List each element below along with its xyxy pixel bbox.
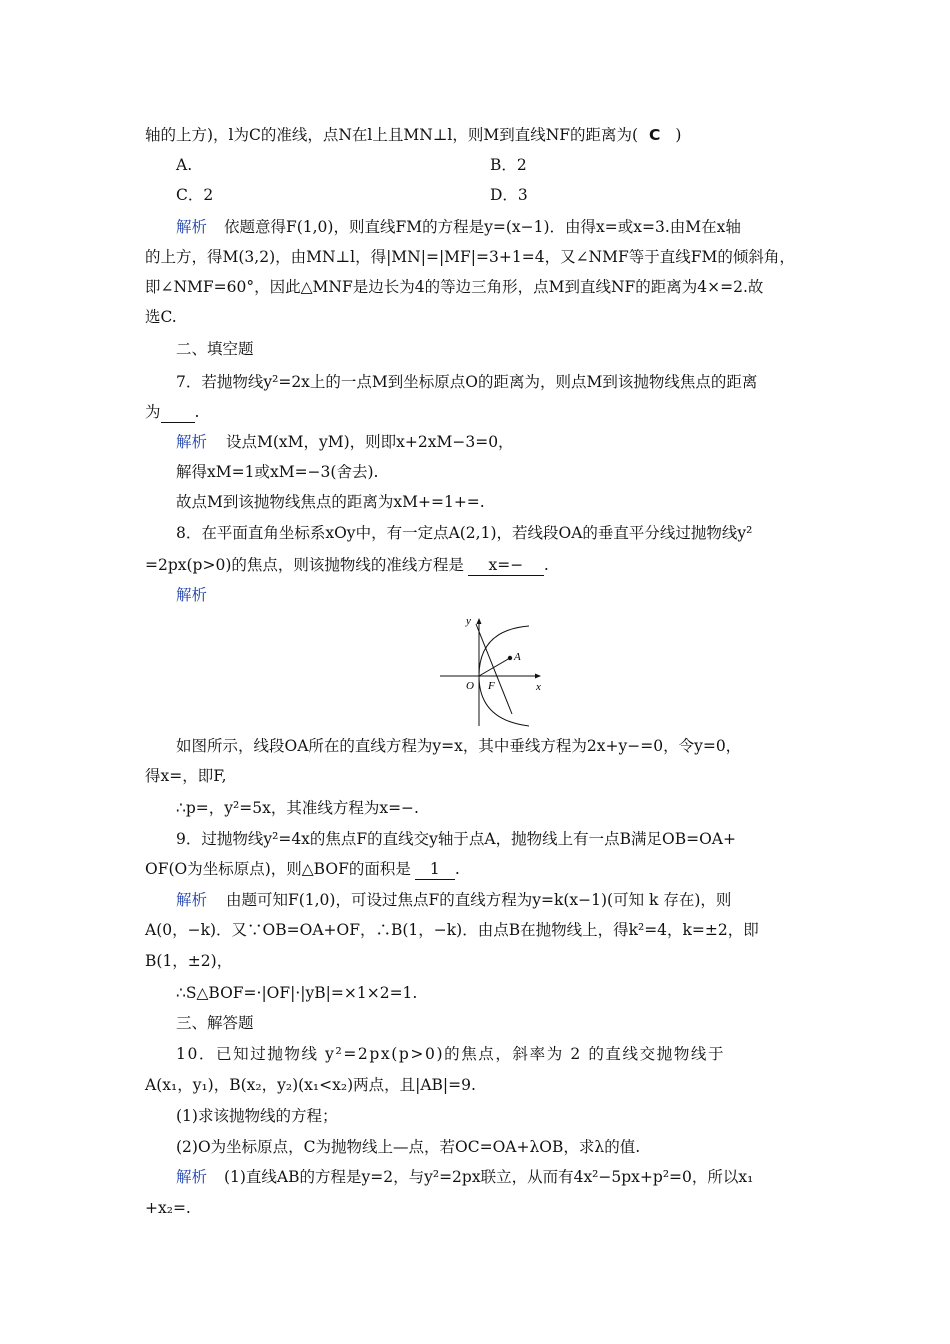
q10-analysis-2: +x₂=. <box>145 1199 191 1217</box>
q8-analysis-2: 得x=，即F, <box>145 767 227 785</box>
origin-label: O <box>466 680 474 692</box>
q9-analysis-2: A(0，−k)．又∵OB=OA+OF，∴B(1，−k)．由点B在抛物线上，得k²=4，k=±2，即 <box>145 921 759 939</box>
q10-part-1: (1)求该抛物线的方程； <box>176 1107 338 1125</box>
point-a <box>508 656 512 660</box>
x-axis-arrow <box>535 674 541 679</box>
q6-analysis-1: 依题意得F(1,0)，则直线FM的方程是y=(x−1)．由得x=或x=3.由M在x轴 <box>223 218 741 236</box>
q8-stem-2: =2px(p>0)的焦点，则该抛物线的准线方程是 <box>145 556 464 574</box>
analysis-label: 解析 <box>176 1168 208 1186</box>
section-heading-fill-in: 二、填空题 <box>176 340 254 358</box>
q7-analysis-2: 解得xM=1或xM=−3(舍去). <box>176 463 379 481</box>
q7-analysis-1: 设点M(xM，yM)，则即x+2xM−3=0， <box>225 433 514 451</box>
q8-analysis-1: 如图所示，线段OA所在的直线方程为y=x，其中垂线方程为2x+y−=0，令y=0， <box>176 737 742 755</box>
q7-analysis-3: 故点M到该抛物线焦点的距离为xM+=1+=. <box>176 493 485 511</box>
q6-stem-close: ) <box>675 126 682 144</box>
q9-analysis-4: ∴S△BOF=·|OF|·|yB|=×1×2=1. <box>176 984 418 1002</box>
x-axis-label: x <box>536 681 541 693</box>
parabola-figure <box>438 612 550 730</box>
q7-stem-2: 为 <box>145 403 161 421</box>
q9-analysis-1: 由题可知F(1,0)，可设过焦点F的直线方程为y=k(x−1)(可知 k 存在)，则 <box>225 891 732 909</box>
option-b: B．2 <box>490 156 527 174</box>
q9-stem-end: . <box>454 860 460 878</box>
q6-stem-line: 轴的上方)，l为C的准线，点N在l上且MN⊥l，则M到直线NF的距离为( <box>145 126 639 144</box>
q10-part-2: (2)O为坐标原点，C为抛物线上—点，若OC=OA+λOB，求λ的值. <box>176 1138 641 1156</box>
q9-answer-blank: 1 <box>415 859 455 880</box>
segment-oa <box>479 658 510 676</box>
perpendicular-bisector <box>476 624 512 714</box>
y-axis-arrow <box>477 618 482 624</box>
option-d: D．3 <box>490 186 528 204</box>
analysis-label: 解析 <box>176 433 208 451</box>
q8-answer-blank: x=− <box>468 555 544 576</box>
parabola-lower-branch <box>479 676 529 726</box>
q9-stem-2: OF(O为坐标原点)，则△BOF的面积是 <box>145 860 411 878</box>
q6-analysis-3: 即∠NMF=60°，因此△MNF是边长为4的等边三角形，点M到直线NF的距离为4×=2.故 <box>145 278 764 296</box>
q6-answer: C <box>649 126 661 144</box>
q7-stem-1: 7．若抛物线y²=2x上的一点M到坐标原点O的距离为，则点M到该抛物线焦点的距离 <box>176 373 758 391</box>
q10-stem-1: 10．已知过抛物线 y²=2px(p>0)的焦点，斜率为 2 的直线交抛物线于 <box>176 1045 726 1063</box>
q8-stem-end: . <box>543 556 549 574</box>
analysis-label: 解析 <box>176 218 208 236</box>
q10-stem-2: A(x₁，y₁)，B(x₂，y₂)(x₁<x₂)两点，且|AB|=9. <box>145 1076 476 1094</box>
q7-stem-end: . <box>194 403 200 421</box>
option-c: C．2 <box>176 186 214 204</box>
q8-analysis-3: ∴p=，y²=5x，其准线方程为x=−. <box>176 799 419 817</box>
section-heading-solutions: 三、解答题 <box>176 1014 254 1032</box>
option-a: A. <box>176 156 193 174</box>
analysis-label: 解析 <box>176 586 208 604</box>
q8-stem-1: 8．在平面直角坐标系xOy中，有一定点A(2,1)，若线段OA的垂直平分线过抛物线y² <box>176 524 753 542</box>
y-axis-label: y <box>466 615 471 627</box>
q6-analysis-2: 的上方，得M(3,2)，由MN⊥l，得|MN|=|MF|=3+1=4，又∠NMF等于直线FM的倾斜角， <box>145 248 795 266</box>
q6-analysis-4: 选C. <box>145 308 177 326</box>
point-a-label: A <box>514 651 521 663</box>
focus-label: F <box>488 680 495 692</box>
q7-answer-blank <box>161 402 195 423</box>
q9-stem-1: 9．过抛物线y²=4x的焦点F的直线交y轴于点A，抛物线上有一点B满足OB=OA+ <box>176 830 736 848</box>
analysis-label: 解析 <box>176 891 208 909</box>
q10-analysis-1: (1)直线AB的方程是y=2，与y²=2px联立，从而有4x²−5px+p²=0，所以x₁ <box>223 1168 754 1186</box>
q9-analysis-3: B(1，±2)， <box>145 952 233 970</box>
